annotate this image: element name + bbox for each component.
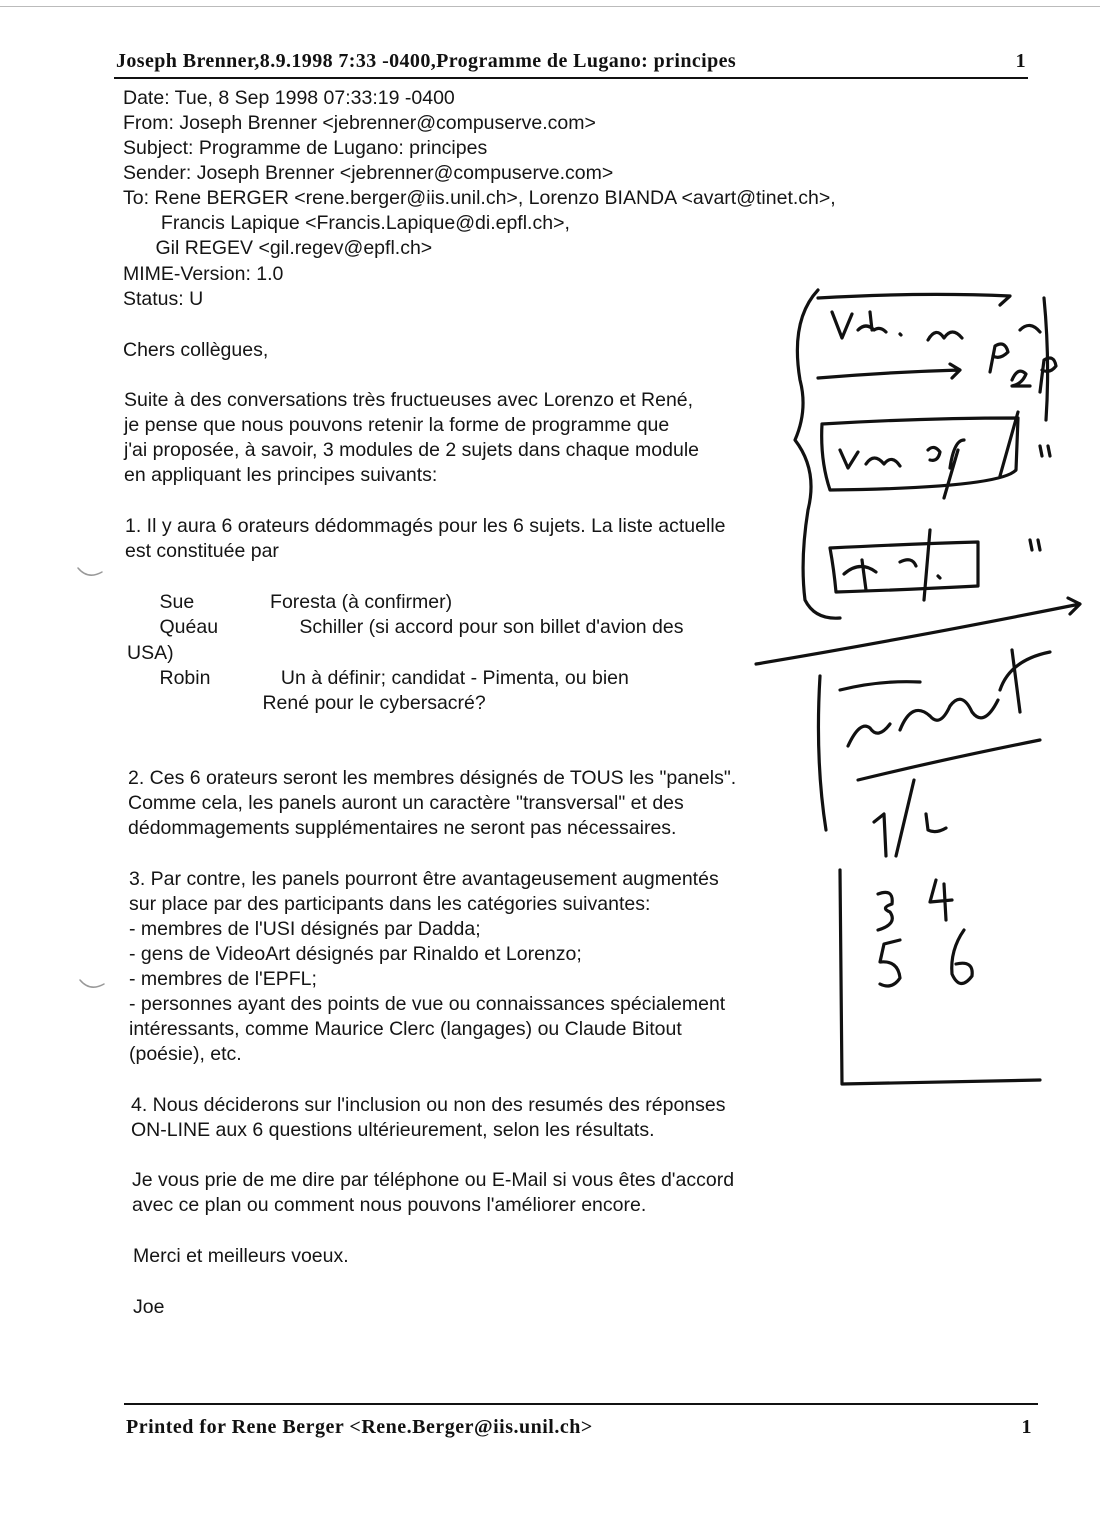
- header-to-cont-2: Gil REGEV <gil.regev@epfl.ch>: [123, 237, 433, 259]
- ink-scribble-v: [832, 312, 962, 340]
- point-3-line: 3. Par contre, les panels pourront être avantageusement augmentés: [129, 868, 719, 890]
- punch-hole-mark: [78, 568, 102, 575]
- header-status: Status: U: [123, 288, 204, 310]
- speaker-row: René pour le cybersacré?: [127, 692, 486, 714]
- intro-line: j'ai proposée, à savoir, 3 modules de 2 sujets dans chaque module: [124, 439, 700, 461]
- thanks-line: Merci et meilleurs voeux.: [133, 1245, 349, 1267]
- signature: Joe: [133, 1296, 165, 1318]
- ink-number-1: [874, 814, 886, 856]
- header-page-number: 1: [1015, 50, 1026, 72]
- header-to-cont-1: Francis Lapique <Francis.Lapique@di.epfl.ch>,: [123, 212, 570, 234]
- point-3-line: - membres de l'EPFL;: [129, 968, 317, 990]
- point-3-line: - personnes ayant des points de vue ou connaissances spécialement: [129, 993, 726, 1015]
- header-from: From: Joseph Brenner <jebrenner@compuserve.com>: [123, 112, 596, 134]
- ink-number-6: [952, 930, 972, 984]
- speaker-row: Robin Un à définir; candidat - Pimenta, ou bien: [127, 667, 629, 689]
- point-3-line: - membres de l'USI désignés par Dadda;: [129, 918, 481, 940]
- point-2-line: 2. Ces 6 orateurs seront les membres désignés de TOUS les "panels".: [128, 767, 737, 789]
- point-3-line: (poésie), etc.: [129, 1043, 242, 1065]
- footer-rule: [124, 1403, 1038, 1405]
- ink-vertical-stroke: [1044, 298, 1048, 420]
- footer-page-number: 1: [1021, 1416, 1032, 1438]
- ink-ditto-1: [1040, 446, 1050, 456]
- ink-box-middle: [822, 418, 1018, 490]
- punch-hole-mark: [80, 980, 104, 987]
- ink-slash-2: [896, 780, 914, 856]
- ink-arrow-2: [818, 364, 960, 378]
- ink-scribble-un: [840, 440, 964, 498]
- point-3-line: sur place par des participants dans les catégories suivantes:: [129, 893, 651, 915]
- closing-line: Je vous prie de me dire par téléphone ou E-Mail si vous êtes d'accord: [132, 1169, 735, 1191]
- ink-brace-left: [795, 290, 840, 618]
- page-footer: [126, 1416, 1032, 1439]
- point-4-line: ON-LINE aux 6 questions ultérieurement, selon les résultats.: [131, 1119, 655, 1141]
- header-to: To: Rene BERGER <rene.berger@iis.unil.ch>, Lorenzo BIANDA <avart@tinet.ch>,: [123, 187, 836, 209]
- ink-bracket-lower: [818, 676, 1040, 1084]
- ink-scribble-p: [990, 325, 1056, 392]
- greeting: Chers collègues,: [123, 339, 269, 361]
- intro-line: je pense que nous pouvons retenir la forme de programme que: [124, 414, 670, 436]
- scan-edge-line: [0, 6, 1100, 7]
- header-date: Date: Tue, 8 Sep 1998 07:33:19 -0400: [123, 87, 455, 109]
- ink-number-3: [878, 892, 892, 930]
- point-3-line: - gens de VideoArt désignés par Rinaldo et Lorenzo;: [129, 943, 582, 965]
- intro-line: en appliquant les principes suivants:: [124, 464, 438, 486]
- point-3-line: intéressants, comme Maurice Clerc (langages) ou Claude Bitout: [129, 1018, 682, 1040]
- intro-line: Suite à des conversations très fructueuses avec Lorenzo et René,: [124, 389, 694, 411]
- ink-ditto-2: [1030, 540, 1040, 550]
- ink-number-5: [880, 940, 900, 986]
- header-rule: [114, 77, 1028, 79]
- header-mime: MIME-Version: 1.0: [123, 263, 284, 285]
- ink-scribble-interact: [840, 650, 1050, 746]
- header-title: Joseph Brenner,8.9.1998 7:33 -0400,Programme de Lugano: principes: [116, 50, 737, 72]
- point-2-line: Comme cela, les panels auront un caractère "transversal" et des: [128, 792, 684, 814]
- page-header: [116, 50, 1026, 73]
- point-1-line: est constituée par: [125, 540, 279, 562]
- ink-number-2: [926, 814, 946, 832]
- speaker-row: Sue Foresta (à confirmer): [127, 591, 453, 613]
- point-4-line: 4. Nous déciderons sur l'inclusion ou non des resumés des réponses: [131, 1094, 726, 1116]
- ink-underline: [858, 740, 1040, 780]
- ink-long-arrow: [756, 598, 1080, 664]
- header-subject: Subject: Programme de Lugano: principes: [123, 137, 488, 159]
- header-sender: Sender: Joseph Brenner <jebrenner@compuserve.com>: [123, 162, 614, 184]
- ink-slash: [1000, 412, 1018, 476]
- footer-printed-for: Printed for Rene Berger <Rene.Berger@iis.unil.ch>: [126, 1416, 593, 1438]
- ink-box-lower: [830, 542, 978, 592]
- point-2-line: dédommagements supplémentaires ne seront pas nécessaires.: [128, 817, 677, 839]
- ink-scribble-lower: [844, 530, 940, 600]
- ink-arrow-top: [818, 294, 1010, 305]
- ink-number-4: [930, 880, 952, 920]
- point-1-line: 1. Il y aura 6 orateurs dédommagés pour les 6 sujets. La liste actuelle: [125, 515, 726, 537]
- speaker-row: USA): [127, 642, 174, 664]
- closing-line: avec ce plan ou comment nous pouvons l'améliorer encore.: [132, 1194, 647, 1216]
- speaker-row: Quéau Schiller (si accord pour son billet d'avion des: [127, 616, 684, 638]
